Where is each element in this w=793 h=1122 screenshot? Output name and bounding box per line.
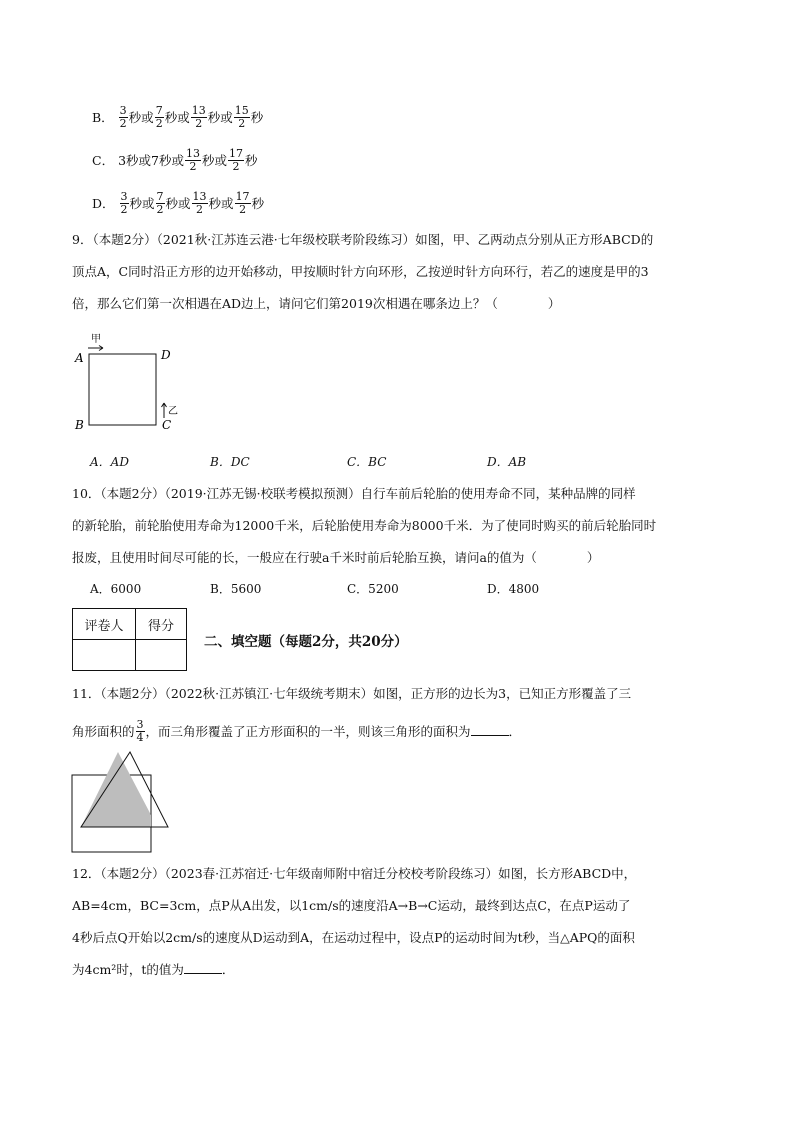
q8-option-b bbox=[92, 106, 263, 131]
q10-option-a: A．6000 bbox=[90, 582, 142, 596]
denominator: 2 bbox=[195, 117, 203, 130]
fraction bbox=[192, 191, 208, 216]
score-table-cell-score bbox=[136, 640, 187, 671]
q9-option-b: B．DC bbox=[210, 455, 250, 469]
denominator: 4 bbox=[136, 731, 144, 744]
denominator: 2 bbox=[238, 117, 246, 130]
denominator: 2 bbox=[156, 203, 164, 216]
fraction bbox=[234, 105, 250, 130]
numerator: 3 bbox=[119, 104, 127, 117]
numerator: 13 bbox=[185, 147, 200, 160]
q10-line-2: 的新轮胎，前轮胎使用寿命为12000千米，后轮胎使用寿命为8000千米．为了使同时购买的前后轮胎同时 bbox=[72, 518, 657, 533]
text: ，而三角形覆盖了正方形面积的一半，则该三角形的面积为 bbox=[145, 724, 471, 739]
numerator: 17 bbox=[228, 147, 243, 160]
label-a: A bbox=[75, 351, 84, 365]
option-label: D． bbox=[92, 196, 115, 211]
q10-option-b: B．5600 bbox=[210, 582, 262, 596]
q12-line-3: 4秒后点Q开始以2cm/s的速度从D运动到A，在运动过程中，设点P的运动时间为t秒，当△APQ的面积 bbox=[72, 930, 635, 945]
section-title: 二、填空题（每题2分，共20分） bbox=[204, 634, 408, 650]
numerator: 3 bbox=[120, 190, 128, 203]
denominator: 2 bbox=[155, 117, 163, 130]
fraction bbox=[156, 191, 165, 216]
q9-square-figure bbox=[70, 328, 190, 438]
label-yi: 乙 bbox=[168, 406, 178, 417]
fraction bbox=[120, 191, 129, 216]
denominator: 2 bbox=[120, 203, 128, 216]
q9-line-3: 倍，那么它们第一次相遇在AD边上，请问它们第2019次相遇在哪条边上？（ ） bbox=[72, 296, 561, 311]
answer-blank bbox=[184, 960, 222, 974]
text: 秒或 bbox=[201, 153, 227, 168]
text: 为4cm²时，t的值为 bbox=[72, 962, 184, 977]
overlap-region bbox=[81, 752, 151, 827]
fraction bbox=[228, 148, 244, 173]
text: 秒或 bbox=[129, 196, 155, 211]
score-table-cell-grader bbox=[73, 640, 136, 671]
numerator: 17 bbox=[235, 190, 250, 203]
option-label: C． bbox=[92, 153, 115, 168]
numerator: 15 bbox=[234, 104, 249, 117]
option-label: B． bbox=[92, 110, 114, 125]
q9-option-a: A．AD bbox=[90, 455, 129, 469]
fraction bbox=[235, 191, 251, 216]
text: 秒 bbox=[244, 153, 258, 168]
text: 秒或 bbox=[165, 196, 191, 211]
denominator: 2 bbox=[196, 203, 204, 216]
q11-square-triangle-figure bbox=[70, 750, 175, 855]
label-b: B bbox=[75, 418, 84, 432]
q8-option-c bbox=[92, 149, 258, 174]
q12-line-4 bbox=[72, 960, 234, 980]
label-jia: 甲 bbox=[91, 334, 101, 345]
denominator: 2 bbox=[239, 203, 247, 216]
denominator: 2 bbox=[189, 160, 197, 173]
denominator: 2 bbox=[119, 117, 127, 130]
text: 角形面积的 bbox=[72, 724, 135, 739]
numerator: 7 bbox=[155, 104, 163, 117]
q9-line-2: 顶点A，C同时沿正方形的边开始移动，甲按顺时针方向环形，乙按逆时针方向环行，若乙的速度是甲的3 bbox=[72, 264, 649, 279]
text: 秒 bbox=[250, 110, 264, 125]
numerator: 7 bbox=[156, 190, 164, 203]
text: 3秒或7秒或 bbox=[118, 153, 184, 168]
q11-line-1: 11．（本题2分）（2022秋·江苏镇江·七年级统考期末）如图，正方形的边长为3，已知正方形覆盖了三 bbox=[72, 686, 632, 701]
q8-option-d bbox=[92, 192, 264, 217]
text: ． bbox=[221, 962, 235, 977]
numerator: 3 bbox=[136, 718, 144, 731]
label-c: C bbox=[162, 418, 172, 432]
q11-line-2 bbox=[72, 720, 521, 745]
score-table-header-grader: 评卷人 bbox=[73, 609, 136, 640]
fraction-three-quarters bbox=[136, 719, 145, 744]
answer-blank bbox=[471, 722, 509, 736]
text: 秒或 bbox=[164, 110, 190, 125]
fraction bbox=[119, 105, 128, 130]
q12-line-1: 12．（本题2分）（2023春·江苏宿迁·七年级南师附中宿迁分校校考阶段练习）如图，长方形ABCD中， bbox=[72, 866, 637, 881]
q9-line-1: 9．（本题2分）（2021秋·江苏连云港·七年级校联考阶段练习）如图，甲、乙两动点分别从正方形ABCD的 bbox=[72, 232, 654, 247]
text: 秒或 bbox=[128, 110, 154, 125]
fraction bbox=[155, 105, 164, 130]
text: 秒 bbox=[251, 196, 265, 211]
q9-option-d: D．AB bbox=[487, 455, 527, 469]
score-table-header-score: 得分 bbox=[136, 609, 187, 640]
text: 秒或 bbox=[207, 110, 233, 125]
score-table bbox=[72, 608, 187, 671]
text: ． bbox=[508, 724, 522, 739]
q10-option-c: C．5200 bbox=[347, 582, 399, 596]
q10-line-1: 10．（本题2分）（2019·江苏无锡·校联考模拟预测）自行车前后轮胎的使用寿命不同，某种品牌的同样 bbox=[72, 486, 636, 501]
q10-line-3: 报废，且使用时间尽可能的长，一般应在行驶a千米时前后轮胎互换，请问a的值为（ ） bbox=[72, 550, 600, 565]
q9-option-c: C．BC bbox=[347, 455, 387, 469]
q10-option-d: D．4800 bbox=[487, 582, 540, 596]
numerator: 13 bbox=[192, 190, 207, 203]
numerator: 13 bbox=[191, 104, 206, 117]
label-d: D bbox=[161, 348, 171, 362]
q12-line-2: AB=4cm，BC=3cm，点P从A出发，以1cm/s的速度沿A→B→C运动，最终到达点C，在点P运动了 bbox=[72, 898, 631, 913]
fraction bbox=[185, 148, 201, 173]
denominator: 2 bbox=[232, 160, 240, 173]
text: 秒或 bbox=[208, 196, 234, 211]
square-abcd bbox=[89, 354, 156, 425]
fraction bbox=[191, 105, 207, 130]
